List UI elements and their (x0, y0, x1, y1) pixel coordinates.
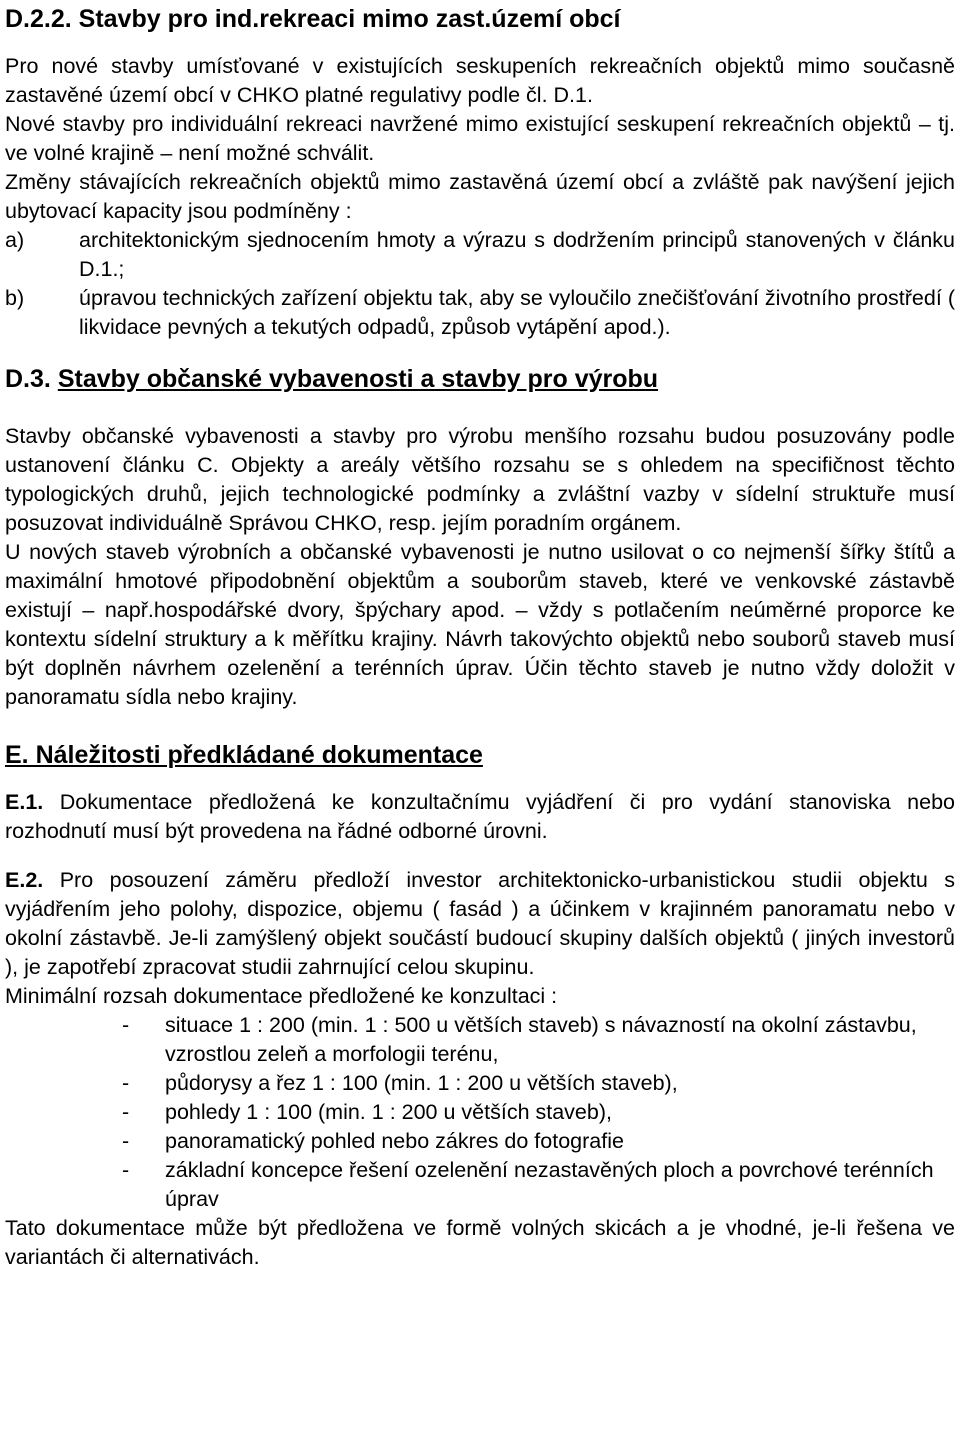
list-item-text: základní koncepce řešení ozelenění nezastavěných ploch a povrchové terénních úprav (165, 1158, 934, 1211)
list-item (5, 226, 955, 284)
paragraph-new-production: U nových staveb výrobních a občanské vybavenosti je nutno usilovat o co nejmenší šířky štítů a maximální hmotové připodobnění objektům a souborům staveb, které ve venkovské zástavbě existují – např.hospodářské dvory, špýchary apod. – vždy s potlačením neúměrné proporce ke kontextu sídelní struktury a k měřítku krajiny. Návrh takovýchto objektů nebo souborů staveb musí být doplněn návrhem ozelenění a terénních úprav. Účin těchto staveb je nutno vždy doložit v panoramatu sídla nebo krajiny. (5, 540, 955, 709)
minimal-scope-intro: Minimální rozsah dokumentace předložené ke konzultaci : (5, 984, 558, 1008)
section-heading-d22: D.2.2. Stavby pro ind.rekreaci mimo zast.území obcí (5, 5, 621, 33)
list-dash: - (122, 1013, 130, 1037)
e2-label: E.2. (5, 868, 44, 892)
e2-text: Pro posouzení záměru předloží investor architektonicko-urbanistickou studii objektu s vyjádřením jeho polohy, dispozice, objemu ( fasád ) a účinkem v krajinném panoramatu nebo v okolní zástavbě. Je-li zamýšlený objekt součástí budoucí skupiny dalších objektů ( jiných investorů ), je zapotřebí zpracovat studii zahrnující celou skupinu. (5, 868, 956, 979)
list-dash: - (122, 1158, 130, 1182)
e1-text: Dokumentace předložená ke konzultačnímu vyjádření či pro vydání stanoviska nebo rozhodnutí musí být provedena na řádné odborné úrovni. (5, 790, 955, 843)
list-item-label: b) (5, 286, 25, 310)
section-number: D.3. (5, 365, 51, 393)
list-dash: - (122, 1100, 130, 1124)
list-item (5, 1156, 955, 1214)
paragraph-final: Tato dokumentace může být předložena ve formě volných skicách a je vhodné, je-li řešena ve variantách či alternativách. (5, 1216, 955, 1269)
paragraph-new-buildings: Nové stavby pro individuální rekreaci navržené mimo existující seskupení rekreačních objektů – tj. ve volné krajině – není možné schválit. (5, 112, 955, 165)
paragraph-e1 (5, 788, 955, 846)
document-page (5, 2, 955, 1272)
list-dash: - (122, 1071, 130, 1095)
list-item-text: půdorysy a řez 1 : 100 (min. 1 : 200 u větších staveb), (165, 1071, 678, 1095)
list-item-text: panoramatický pohled nebo zákres do fotografie (165, 1129, 624, 1153)
list-item-text: situace 1 : 200 (min. 1 : 500 u větších staveb) s návazností na okolní zástavbu, vzrostlou zeleň a morfologii terénu, (165, 1013, 917, 1066)
list-item (5, 1011, 955, 1069)
list-item-text: architektonickým sjednocením hmoty a výrazu s dodržením principů stanovených v článku D.1.; (79, 228, 955, 281)
list-dash: - (122, 1129, 130, 1153)
list-item-text: pohledy 1 : 100 (min. 1 : 200 u větších staveb), (165, 1100, 612, 1124)
section-heading-d3 (5, 362, 955, 396)
list-item (5, 1098, 955, 1127)
list-item (5, 1127, 955, 1156)
e1-label: E.1. (5, 790, 44, 814)
section-heading-e: E. Náležitosti předkládané dokumentace (5, 741, 483, 769)
section-title: Stavby občanské vybavenosti a stavby pro výrobu (57, 365, 659, 393)
list-item (5, 284, 955, 342)
list-item-text: úpravou technických zařízení objektu tak, aby se vyloučilo znečišťování životního prostředí ( likvidace pevných a tekutých odpadů, způsob vytápění apod.). (79, 286, 955, 339)
paragraph-regulations: Pro nové stavby umísťované v existujících seskupeních rekreačních objektů mimo současně zastavěné území obcí v CHKO platné regulativy podle čl. D.1. (5, 54, 955, 107)
list-item (5, 1069, 955, 1098)
paragraph-changes: Změny stávajících rekreačních objektů mimo zastavěná území obcí a zvláště pak navýšení jejich ubytovací kapacity jsou podmíněny : (5, 170, 955, 223)
list-item-label: a) (5, 228, 25, 252)
paragraph-e2 (5, 866, 955, 982)
paragraph-civic-buildings: Stavby občanské vybavenosti a stavby pro výrobu menšího rozsahu budou posuzovány podle ustanovení článku C. Objekty a areály většího rozsahu se s ohledem na specifičnost těchto typologických druhů, jejich technologické podmínky a zvláštní vazby v sídelní struktuře musí posuzovat individuálně Správou CHKO, resp. jejím poradním orgánem. (5, 424, 955, 535)
